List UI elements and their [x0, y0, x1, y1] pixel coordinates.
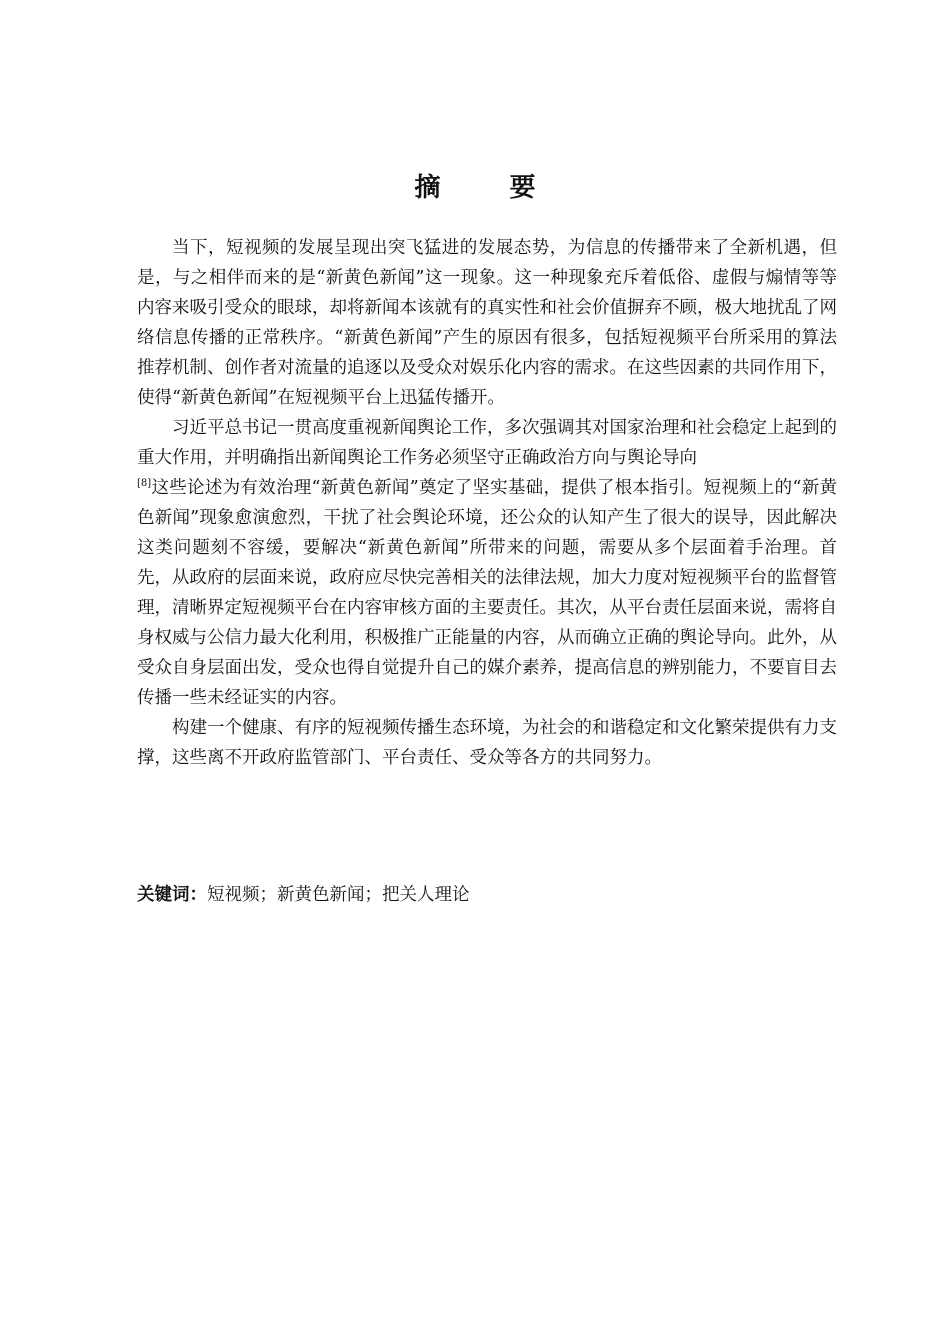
- paragraph-2-text-after-citation: 这些论述为有效治理“新黄色新闻”奠定了坚实基础，提供了根本指引。短视频上的“新黄色新闻”现象愈演愈烈，干扰了社会舆论环境，还公众的认知产生了很大的误导，因此解决这类问题刻不容缓，要解决“新黄色新闻”所带来的问题，需要从多个层面着手治理。首先，从政府的层面来说，政府应尽快完善相关的法律法规，加大力度对短视频平台的监督管理，清晰界定短视频平台在内容审核方面的主要责任。其次，从平台责任层面来说，需将自身权威与公信力最大化利用，积极推广正能量的内容，从而确立正确的舆论导向。此外，从受众自身层面出发，受众也得自觉提升自己的媒介素养，提高信息的辨别能力，不要盲目去传播一些未经证实的内容。: [137, 478, 837, 708]
- citation-reference: [8]: [137, 478, 152, 489]
- abstract-paragraph-1: 当下，短视频的发展呈现出突飞猛进的发展态势，为信息的传播带来了全新机遇，但是，与之相伴而来的是“新黄色新闻”这一现象。这一种现象充斥着低俗、虚假与煽情等等内容来吸引受众的眼球，却将新闻本该就有的真实性和社会价值摒弃不顾，极大地扰乱了网络信息传播的正常秩序。“新黄色新闻”产生的原因有很多，包括短视频平台所采用的算法推荐机制、创作者对流量的追逐以及受众对娱乐化内容的需求。在这些因素的共同作用下，使得“新黄色新闻”在短视频平台上迅猛传播开。: [137, 238, 837, 408]
- abstract-paragraph-2: [137, 413, 837, 713]
- keywords-label: 关键词：: [137, 885, 207, 905]
- abstract-body: [137, 233, 837, 773]
- page-title: 摘 要: [414, 173, 566, 203]
- keywords-value: 短视频；新黄色新闻；把关人理论: [207, 885, 470, 905]
- abstract-paragraph-3: 构建一个健康、有序的短视频传播生态环境，为社会的和谐稳定和文化繁荣提供有力支撑，这些离不开政府监管部门、平台责任、受众等各方的共同努力。: [137, 718, 837, 768]
- paragraph-2-text-before-citation: 习近平总书记一贯高度重视新闻舆论工作，多次强调其对国家治理和社会稳定上起到的重大作用，并明确指出新闻舆论工作务必须坚守正确政治方向与舆论导向: [137, 418, 837, 468]
- keywords-line: [137, 880, 837, 910]
